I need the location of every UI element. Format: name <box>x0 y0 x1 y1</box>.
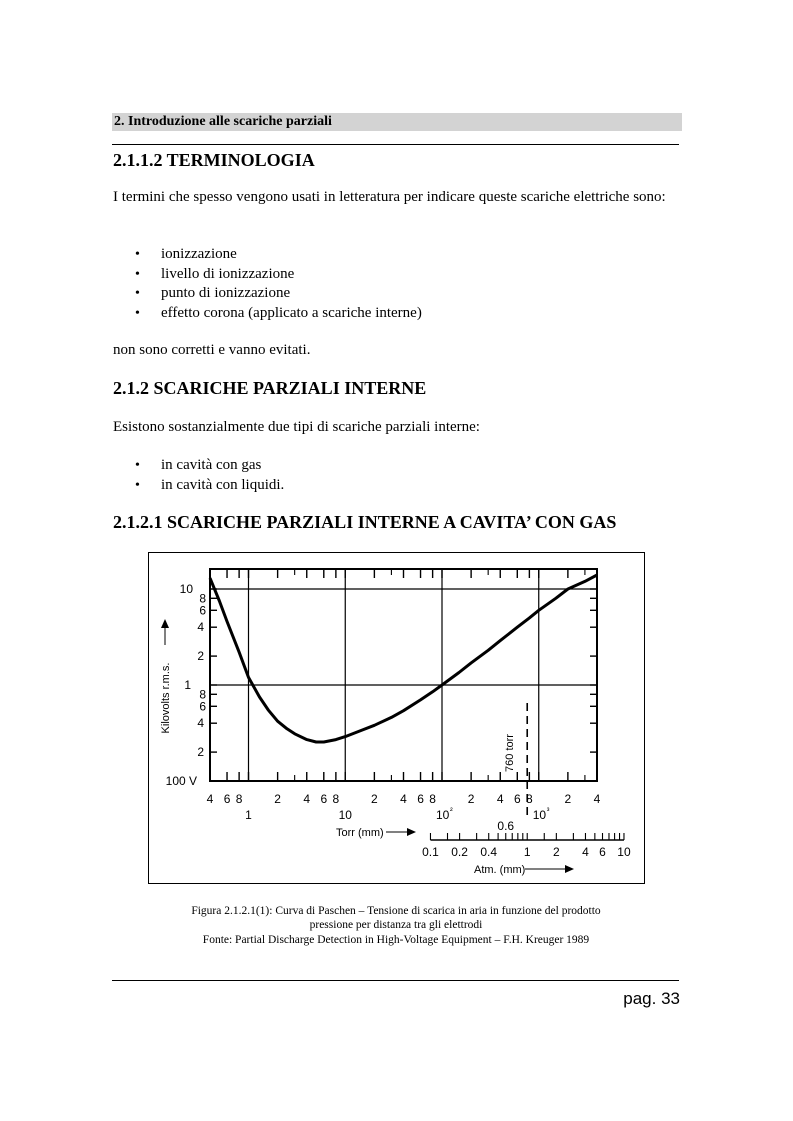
y-tick-label: 6 <box>199 699 206 714</box>
y-tick-label: 100 V <box>165 774 197 788</box>
y-tick-label: 4 <box>197 620 204 635</box>
list-item: • punto di ionizzazione <box>113 284 422 304</box>
section-title-cavita-gas: 2.1.2.1 SCARICHE PARZIALI INTERNE A CAVITA’ CON GAS <box>113 512 617 532</box>
x-tick-label: 2 <box>564 792 572 806</box>
x-tick-label-exponent: ³ <box>546 806 550 815</box>
x-tick-label: 10 <box>436 808 450 822</box>
figure-caption-line2: pressione per distanza tra gli elettrodi <box>309 919 483 931</box>
paschen-chart <box>149 553 644 883</box>
atm-tick-label: 4 <box>582 845 589 859</box>
x-axis-label: Torr (mm) <box>336 827 384 839</box>
x-tick-label: 4 <box>206 792 214 806</box>
y-tick-label: 10 <box>179 582 193 596</box>
atm-tick-label: 2 <box>553 845 560 859</box>
atm-tick-label: 0.4 <box>480 845 498 859</box>
atm-tick-label: 0.1 <box>422 845 439 859</box>
atm-tick-label: 10 <box>617 845 631 859</box>
page-number: pag. 33 <box>623 989 680 1008</box>
section-title-terminologia: 2.1.1.2 TERMINOLOGIA <box>113 150 315 170</box>
marker-label-760: 760 torr <box>504 734 517 772</box>
paragraph-terminologia: I termini che spesso vengono usati in letteratura per indicare queste scariche elettriche sono: <box>113 189 666 205</box>
y-tick-label: 2 <box>197 745 204 760</box>
running-header: 2. Introduzione alle scariche parziali <box>114 114 332 129</box>
figure-frame <box>148 552 645 884</box>
atm-tick-label: 1 <box>523 845 531 859</box>
x-tick-label: 2 <box>371 792 378 806</box>
x-tick-label: 1 <box>245 808 252 822</box>
x-tick-label: 4 <box>496 792 504 806</box>
paragraph-terms-note: non sono corretti e vanno evitati. <box>113 342 311 358</box>
atm-marker-label: 0.6 <box>497 819 515 833</box>
section-title-scariche-interne: 2.1.2 SCARICHE PARZIALI INTERNE <box>113 378 427 398</box>
x-tick-label: 6 <box>320 792 328 806</box>
x-tick-label: 10 <box>532 808 547 822</box>
x-tick-label: 8 <box>235 792 243 806</box>
header-rule <box>112 144 679 145</box>
x2-axis-label: Atm. (mm) <box>474 864 526 876</box>
x2-axis-arrowhead <box>565 865 574 873</box>
y-tick-label: 8 <box>199 591 206 606</box>
x-tick-label: 6 <box>223 792 231 806</box>
y-axis-arrowhead <box>161 619 169 628</box>
y-tick-label: 1 <box>184 678 191 692</box>
figure-caption-line1: Figura 2.1.2.1(1): Curva di Paschen – Tensione di scarica in aria in funzione del prodotto <box>191 905 601 917</box>
x-tick-label: 8 <box>526 792 533 806</box>
list-item: • in cavità con gas <box>113 456 284 476</box>
paragraph-scariche-interne: Esistono sostanzialmente due tipi di scariche parziali interne: <box>113 419 480 435</box>
terms-list <box>113 245 422 323</box>
x-tick-label-exponent: ² <box>450 806 453 815</box>
atm-tick-label: 0.2 <box>451 845 468 859</box>
x-tick-label: 10 <box>338 808 352 822</box>
footer-rule <box>112 980 679 981</box>
x-tick-label: 2 <box>274 792 281 806</box>
x-tick-label: 6 <box>513 792 521 806</box>
list-item: • effetto corona (applicato a scariche interne) <box>113 304 422 324</box>
x-tick-label: 8 <box>332 792 340 806</box>
types-list <box>113 456 284 495</box>
atm-tick-label: 6 <box>599 845 606 859</box>
x-tick-label: 2 <box>467 792 475 806</box>
figure-caption-source: Fonte: Partial Discharge Detection in High-Voltage Equipment – F.H. Kreuger 1989 <box>202 934 590 946</box>
y-tick-label: 2 <box>197 649 204 664</box>
list-item: • livello di ionizzazione <box>113 265 422 285</box>
y-tick-label: 8 <box>199 687 206 702</box>
y-axis-label: Kilovolts r.m.s. <box>160 662 172 734</box>
x-tick-label: 4 <box>400 792 407 806</box>
x-tick-label: 8 <box>429 792 436 806</box>
x-tick-label: 4 <box>593 792 601 806</box>
y-tick-label: 6 <box>199 603 206 618</box>
list-item: • ionizzazione <box>113 245 422 265</box>
x-axis-arrowhead <box>407 828 416 836</box>
list-item: • in cavità con liquidi. <box>113 476 284 496</box>
x-tick-label: 6 <box>417 792 424 806</box>
y-tick-label: 4 <box>197 716 204 731</box>
x-tick-label: 4 <box>303 792 311 806</box>
